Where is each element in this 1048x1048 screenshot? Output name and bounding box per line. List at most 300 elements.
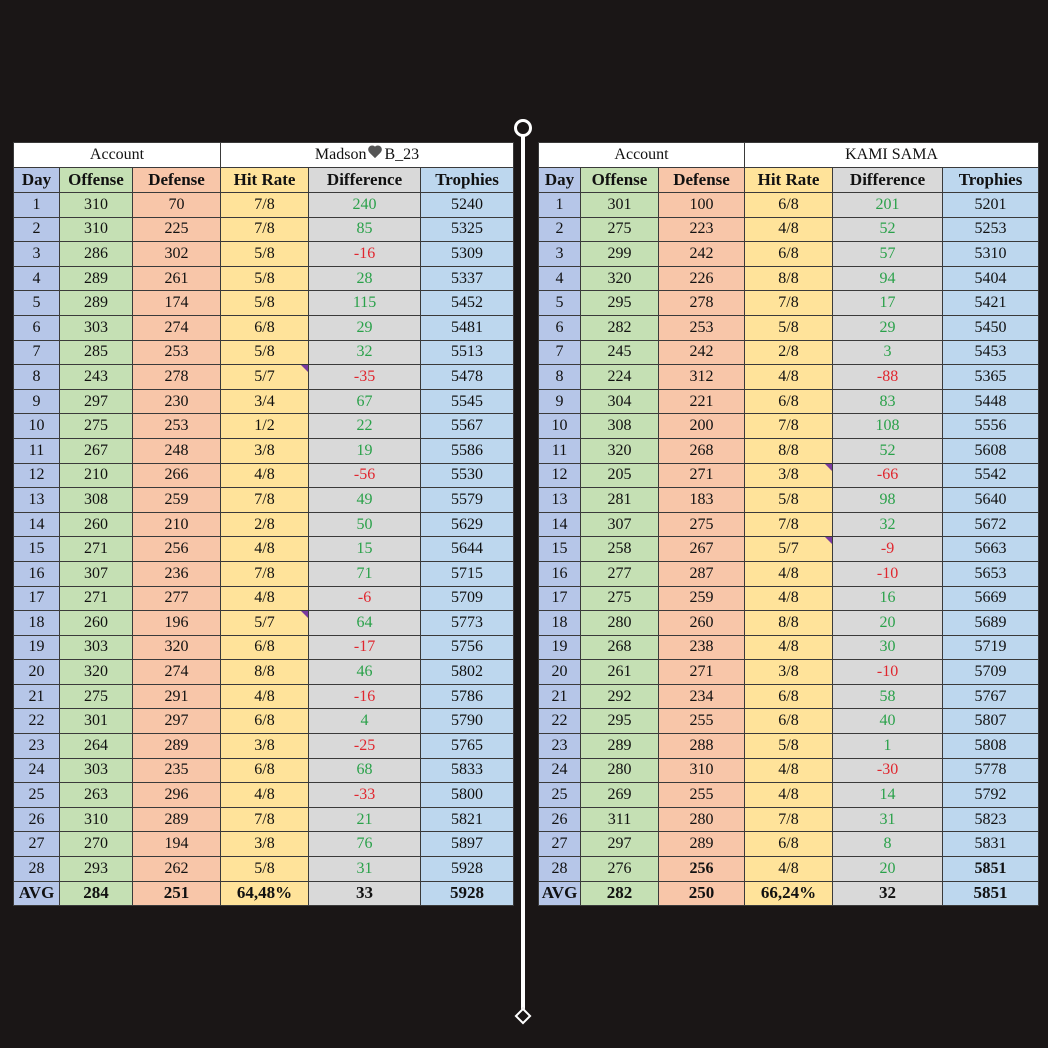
offense-cell: 281 (581, 488, 659, 513)
difference-cell: 31 (309, 857, 421, 882)
avg-trophies-cell: 5928 (421, 881, 514, 906)
day-cell: 19 (539, 635, 581, 660)
defense-cell: 287 (659, 561, 745, 586)
difference-cell: 40 (833, 709, 943, 734)
trophies-cell: 5365 (943, 365, 1039, 390)
table-row (539, 537, 1039, 562)
hit-rate-cell: 6/8 (745, 389, 833, 414)
difference-cell: 20 (833, 857, 943, 882)
table-row (539, 365, 1039, 390)
avg-difference-cell: 32 (833, 881, 943, 906)
hit-rate-cell: 5/8 (745, 488, 833, 513)
day-cell: 26 (539, 807, 581, 832)
defense-cell: 100 (659, 193, 745, 218)
hit-rate-cell: 1/2 (221, 414, 309, 439)
trophies-cell: 5586 (421, 438, 514, 463)
defense-cell: 196 (133, 611, 221, 636)
table-row (14, 463, 514, 488)
table-row (14, 758, 514, 783)
table-row (14, 512, 514, 537)
offense-cell: 280 (581, 758, 659, 783)
hit-rate-cell: 7/8 (221, 217, 309, 242)
defense-cell: 226 (659, 266, 745, 291)
trophies-cell: 5421 (943, 291, 1039, 316)
difference-cell: -10 (833, 660, 943, 685)
offense-cell: 268 (581, 635, 659, 660)
header-offense: Offense (581, 168, 659, 193)
day-cell: 3 (539, 242, 581, 267)
difference-cell: -35 (309, 365, 421, 390)
avg-label: AVG (14, 881, 60, 906)
defense-cell: 274 (133, 660, 221, 685)
trophies-cell: 5823 (943, 807, 1039, 832)
offense-cell: 245 (581, 340, 659, 365)
difference-cell: 20 (833, 611, 943, 636)
trophies-cell: 5767 (943, 684, 1039, 709)
defense-cell: 255 (659, 709, 745, 734)
offense-cell: 267 (60, 438, 133, 463)
day-cell: 10 (539, 414, 581, 439)
player-name: KAMI SAMA (745, 143, 1039, 168)
table-row (14, 734, 514, 759)
hit-rate-cell: 4/8 (745, 783, 833, 808)
day-cell: 28 (14, 857, 60, 882)
defense-cell: 267 (659, 537, 745, 562)
difference-cell: 46 (309, 660, 421, 685)
day-cell: 24 (539, 758, 581, 783)
day-cell: 12 (14, 463, 60, 488)
table-row (539, 734, 1039, 759)
hit-rate-cell: 6/8 (745, 684, 833, 709)
hit-rate-cell: 6/8 (745, 242, 833, 267)
day-cell: 3 (14, 242, 60, 267)
defense-cell: 242 (659, 242, 745, 267)
offense-cell: 295 (581, 291, 659, 316)
header-defense: Defense (133, 168, 221, 193)
hit-rate-cell: 5/8 (221, 242, 309, 267)
header-trophies: Trophies (943, 168, 1039, 193)
table-row (539, 414, 1039, 439)
hit-rate-cell: 7/8 (221, 807, 309, 832)
difference-cell: 14 (833, 783, 943, 808)
avg-defense-cell: 250 (659, 881, 745, 906)
table-row (14, 807, 514, 832)
defense-cell: 238 (659, 635, 745, 660)
day-cell: 19 (14, 635, 60, 660)
difference-cell: 31 (833, 807, 943, 832)
trophies-cell: 5672 (943, 512, 1039, 537)
table-row (539, 217, 1039, 242)
hit-rate-cell: 4/8 (221, 586, 309, 611)
offense-cell: 320 (60, 660, 133, 685)
difference-cell: 21 (309, 807, 421, 832)
account-label: Account (14, 143, 221, 168)
difference-cell: 201 (833, 193, 943, 218)
average-row (14, 881, 514, 906)
trophies-cell: 5831 (943, 832, 1039, 857)
hit-rate-cell: 8/8 (745, 438, 833, 463)
trophies-cell: 5448 (943, 389, 1039, 414)
player-name-part-a: Madson (314, 146, 367, 163)
table-row (14, 365, 514, 390)
table-row (539, 561, 1039, 586)
defense-cell: 223 (659, 217, 745, 242)
table-row (14, 635, 514, 660)
comparison-divider[interactable] (521, 128, 525, 1016)
day-cell: 11 (539, 438, 581, 463)
difference-cell: 64 (309, 611, 421, 636)
day-cell: 12 (539, 463, 581, 488)
day-cell: 10 (14, 414, 60, 439)
offense-cell: 301 (60, 709, 133, 734)
trophies-cell: 5765 (421, 734, 514, 759)
table-row (539, 635, 1039, 660)
offense-cell: 310 (60, 807, 133, 832)
day-cell: 11 (14, 438, 60, 463)
defense-cell: 253 (659, 315, 745, 340)
trophies-cell: 5240 (421, 193, 514, 218)
day-cell: 15 (539, 537, 581, 562)
day-cell: 7 (14, 340, 60, 365)
trophies-cell: 5201 (943, 193, 1039, 218)
defense-cell: 235 (133, 758, 221, 783)
offense-cell: 289 (581, 734, 659, 759)
day-cell: 21 (539, 684, 581, 709)
day-cell: 14 (14, 512, 60, 537)
hit-rate-cell: 5/7 (221, 611, 309, 636)
table-row (14, 586, 514, 611)
offense-cell: 224 (581, 365, 659, 390)
trophies-cell: 5608 (943, 438, 1039, 463)
offense-cell: 275 (60, 414, 133, 439)
difference-cell: 49 (309, 488, 421, 513)
offense-cell: 286 (60, 242, 133, 267)
day-cell: 18 (539, 611, 581, 636)
difference-cell: 22 (309, 414, 421, 439)
hit-rate-cell: 4/8 (745, 758, 833, 783)
offense-cell: 307 (60, 561, 133, 586)
difference-cell: 94 (833, 266, 943, 291)
hit-rate-cell: 5/8 (745, 734, 833, 759)
difference-cell: 19 (309, 438, 421, 463)
header-difference: Difference (833, 168, 943, 193)
avg-offense-cell: 282 (581, 881, 659, 906)
account-label: Account (539, 143, 745, 168)
offense-cell: 243 (60, 365, 133, 390)
table-row (539, 266, 1039, 291)
offense-cell: 307 (581, 512, 659, 537)
trophies-cell: 5790 (421, 709, 514, 734)
hit-rate-cell: 5/8 (221, 857, 309, 882)
day-cell: 22 (14, 709, 60, 734)
offense-cell: 277 (581, 561, 659, 586)
defense-cell: 242 (659, 340, 745, 365)
offense-cell: 304 (581, 389, 659, 414)
table-row (14, 561, 514, 586)
divider-handle-bottom[interactable] (515, 1008, 532, 1025)
hit-rate-cell: 3/8 (221, 734, 309, 759)
offense-cell: 280 (581, 611, 659, 636)
day-cell: 18 (14, 611, 60, 636)
day-cell: 23 (539, 734, 581, 759)
day-cell: 21 (14, 684, 60, 709)
hit-rate-cell: 3/8 (221, 438, 309, 463)
defense-cell: 253 (133, 340, 221, 365)
difference-cell: 4 (309, 709, 421, 734)
day-cell: 2 (539, 217, 581, 242)
day-cell: 7 (539, 340, 581, 365)
defense-cell: 288 (659, 734, 745, 759)
table-row (14, 488, 514, 513)
player-name (221, 143, 514, 168)
difference-cell: -25 (309, 734, 421, 759)
offense-cell: 275 (60, 684, 133, 709)
table-row (14, 340, 514, 365)
hit-rate-cell: 5/8 (221, 340, 309, 365)
difference-cell: 71 (309, 561, 421, 586)
defense-cell: 297 (133, 709, 221, 734)
defense-cell: 255 (659, 783, 745, 808)
hit-rate-cell: 6/8 (221, 758, 309, 783)
hit-rate-cell: 5/8 (221, 266, 309, 291)
defense-cell: 248 (133, 438, 221, 463)
hit-rate-cell: 4/8 (745, 586, 833, 611)
trophies-cell: 5545 (421, 389, 514, 414)
day-cell: 28 (539, 857, 581, 882)
difference-cell: -16 (309, 684, 421, 709)
defense-cell: 230 (133, 389, 221, 414)
player-name-part-b: B_23 (384, 146, 420, 163)
offense-cell: 303 (60, 635, 133, 660)
defense-cell: 259 (133, 488, 221, 513)
defense-cell: 225 (133, 217, 221, 242)
day-cell: 26 (14, 807, 60, 832)
table-row (539, 857, 1039, 882)
difference-cell: -33 (309, 783, 421, 808)
trophies-cell: 5478 (421, 365, 514, 390)
hit-rate-cell: 4/8 (745, 365, 833, 390)
day-cell: 15 (14, 537, 60, 562)
offense-cell: 289 (60, 291, 133, 316)
table-row (14, 315, 514, 340)
hit-rate-cell: 4/8 (745, 217, 833, 242)
hit-rate-cell: 2/8 (745, 340, 833, 365)
offense-cell: 260 (60, 512, 133, 537)
table-row (539, 488, 1039, 513)
defense-cell: 310 (659, 758, 745, 783)
hit-rate-cell: 8/8 (745, 611, 833, 636)
defense-cell: 289 (133, 734, 221, 759)
offense-cell: 308 (60, 488, 133, 513)
hit-rate-cell: 6/8 (221, 635, 309, 660)
defense-cell: 210 (133, 512, 221, 537)
day-cell: 23 (14, 734, 60, 759)
difference-cell: -88 (833, 365, 943, 390)
day-cell: 22 (539, 709, 581, 734)
table-row (539, 242, 1039, 267)
day-cell: 25 (14, 783, 60, 808)
trophies-cell: 5807 (943, 709, 1039, 734)
hit-rate-cell: 7/8 (221, 193, 309, 218)
account-header-row (539, 143, 1039, 168)
defense-cell: 183 (659, 488, 745, 513)
table-row (14, 217, 514, 242)
trophies-cell: 5253 (943, 217, 1039, 242)
difference-cell: 98 (833, 488, 943, 513)
trophies-cell: 5556 (943, 414, 1039, 439)
avg-difference-cell: 33 (309, 881, 421, 906)
offense-cell: 264 (60, 734, 133, 759)
offense-cell: 260 (60, 611, 133, 636)
trophies-cell: 5644 (421, 537, 514, 562)
offense-cell: 308 (581, 414, 659, 439)
trophies-cell: 5773 (421, 611, 514, 636)
offense-cell: 282 (581, 315, 659, 340)
day-cell: 24 (14, 758, 60, 783)
header-trophies: Trophies (421, 168, 514, 193)
table-row (14, 684, 514, 709)
difference-cell: 29 (833, 315, 943, 340)
defense-cell: 277 (133, 586, 221, 611)
offense-cell: 297 (60, 389, 133, 414)
defense-cell: 302 (133, 242, 221, 267)
table-row (539, 709, 1039, 734)
offense-cell: 263 (60, 783, 133, 808)
day-cell: 27 (14, 832, 60, 857)
offense-cell: 261 (581, 660, 659, 685)
defense-cell: 256 (133, 537, 221, 562)
trophies-cell: 5821 (421, 807, 514, 832)
trophies-cell: 5481 (421, 315, 514, 340)
defense-cell: 262 (133, 857, 221, 882)
table-row (539, 315, 1039, 340)
day-cell: 16 (539, 561, 581, 586)
table-row (539, 193, 1039, 218)
offense-cell: 210 (60, 463, 133, 488)
table-row (539, 463, 1039, 488)
trophies-cell: 5309 (421, 242, 514, 267)
hit-rate-cell: 6/8 (221, 709, 309, 734)
defense-cell: 266 (133, 463, 221, 488)
day-cell: 13 (14, 488, 60, 513)
account-header-row (14, 143, 514, 168)
defense-cell: 312 (659, 365, 745, 390)
table-row (539, 783, 1039, 808)
defense-cell: 259 (659, 586, 745, 611)
offense-cell: 295 (581, 709, 659, 734)
trophies-cell: 5756 (421, 635, 514, 660)
difference-cell: 115 (309, 291, 421, 316)
difference-cell: -56 (309, 463, 421, 488)
trophies-cell: 5778 (943, 758, 1039, 783)
day-cell: 25 (539, 783, 581, 808)
defense-cell: 236 (133, 561, 221, 586)
trophies-cell: 5802 (421, 660, 514, 685)
hit-rate-cell: 6/8 (745, 193, 833, 218)
trophies-cell: 5310 (943, 242, 1039, 267)
table-row (14, 389, 514, 414)
avg-defense-cell: 251 (133, 881, 221, 906)
header-difference: Difference (309, 168, 421, 193)
trophies-cell: 5513 (421, 340, 514, 365)
offense-cell: 271 (60, 586, 133, 611)
table-row (539, 438, 1039, 463)
difference-cell: -66 (833, 463, 943, 488)
hit-rate-cell: 6/8 (221, 315, 309, 340)
day-cell: 5 (539, 291, 581, 316)
defense-cell: 280 (659, 807, 745, 832)
defense-cell: 221 (659, 389, 745, 414)
offense-cell: 258 (581, 537, 659, 562)
difference-cell: 108 (833, 414, 943, 439)
hit-rate-cell: 6/8 (745, 832, 833, 857)
trophies-cell: 5709 (943, 660, 1039, 685)
difference-cell: 3 (833, 340, 943, 365)
header-hit-rate: Hit Rate (221, 168, 309, 193)
hit-rate-cell: 4/8 (745, 561, 833, 586)
difference-cell: 1 (833, 734, 943, 759)
defense-cell: 261 (133, 266, 221, 291)
table-row (539, 832, 1039, 857)
divider-handle-top[interactable] (514, 119, 532, 137)
hit-rate-cell: 7/8 (745, 807, 833, 832)
column-header-row (14, 168, 514, 193)
trophies-cell: 5452 (421, 291, 514, 316)
defense-cell: 256 (659, 857, 745, 882)
difference-cell: 16 (833, 586, 943, 611)
difference-cell: 15 (309, 537, 421, 562)
difference-cell: 8 (833, 832, 943, 857)
table-row (14, 414, 514, 439)
left-stats-table (13, 142, 514, 906)
header-hit-rate: Hit Rate (745, 168, 833, 193)
offense-cell: 269 (581, 783, 659, 808)
offense-cell: 275 (581, 217, 659, 242)
hit-rate-cell: 3/8 (745, 463, 833, 488)
trophies-cell: 5542 (943, 463, 1039, 488)
hit-rate-cell: 3/8 (221, 832, 309, 857)
hit-rate-cell: 2/8 (221, 512, 309, 537)
offense-cell: 293 (60, 857, 133, 882)
header-day: Day (539, 168, 581, 193)
difference-cell: 76 (309, 832, 421, 857)
offense-cell: 301 (581, 193, 659, 218)
defense-cell: 289 (133, 807, 221, 832)
trophies-cell: 5453 (943, 340, 1039, 365)
defense-cell: 278 (133, 365, 221, 390)
difference-cell: 32 (309, 340, 421, 365)
offense-cell: 292 (581, 684, 659, 709)
day-cell: 5 (14, 291, 60, 316)
right-stats-table (538, 142, 1039, 906)
difference-cell: 52 (833, 438, 943, 463)
day-cell: 1 (14, 193, 60, 218)
day-cell: 1 (539, 193, 581, 218)
defense-cell: 275 (659, 512, 745, 537)
offense-cell: 303 (60, 315, 133, 340)
table-row (14, 266, 514, 291)
hit-rate-cell: 5/7 (221, 365, 309, 390)
trophies-cell: 5629 (421, 512, 514, 537)
header-day: Day (14, 168, 60, 193)
avg-hit-rate-cell: 66,24% (745, 881, 833, 906)
day-cell: 8 (539, 365, 581, 390)
trophies-cell: 5567 (421, 414, 514, 439)
hit-rate-cell: 5/8 (745, 315, 833, 340)
defense-cell: 320 (133, 635, 221, 660)
avg-trophies-cell: 5851 (943, 881, 1039, 906)
day-cell: 17 (539, 586, 581, 611)
